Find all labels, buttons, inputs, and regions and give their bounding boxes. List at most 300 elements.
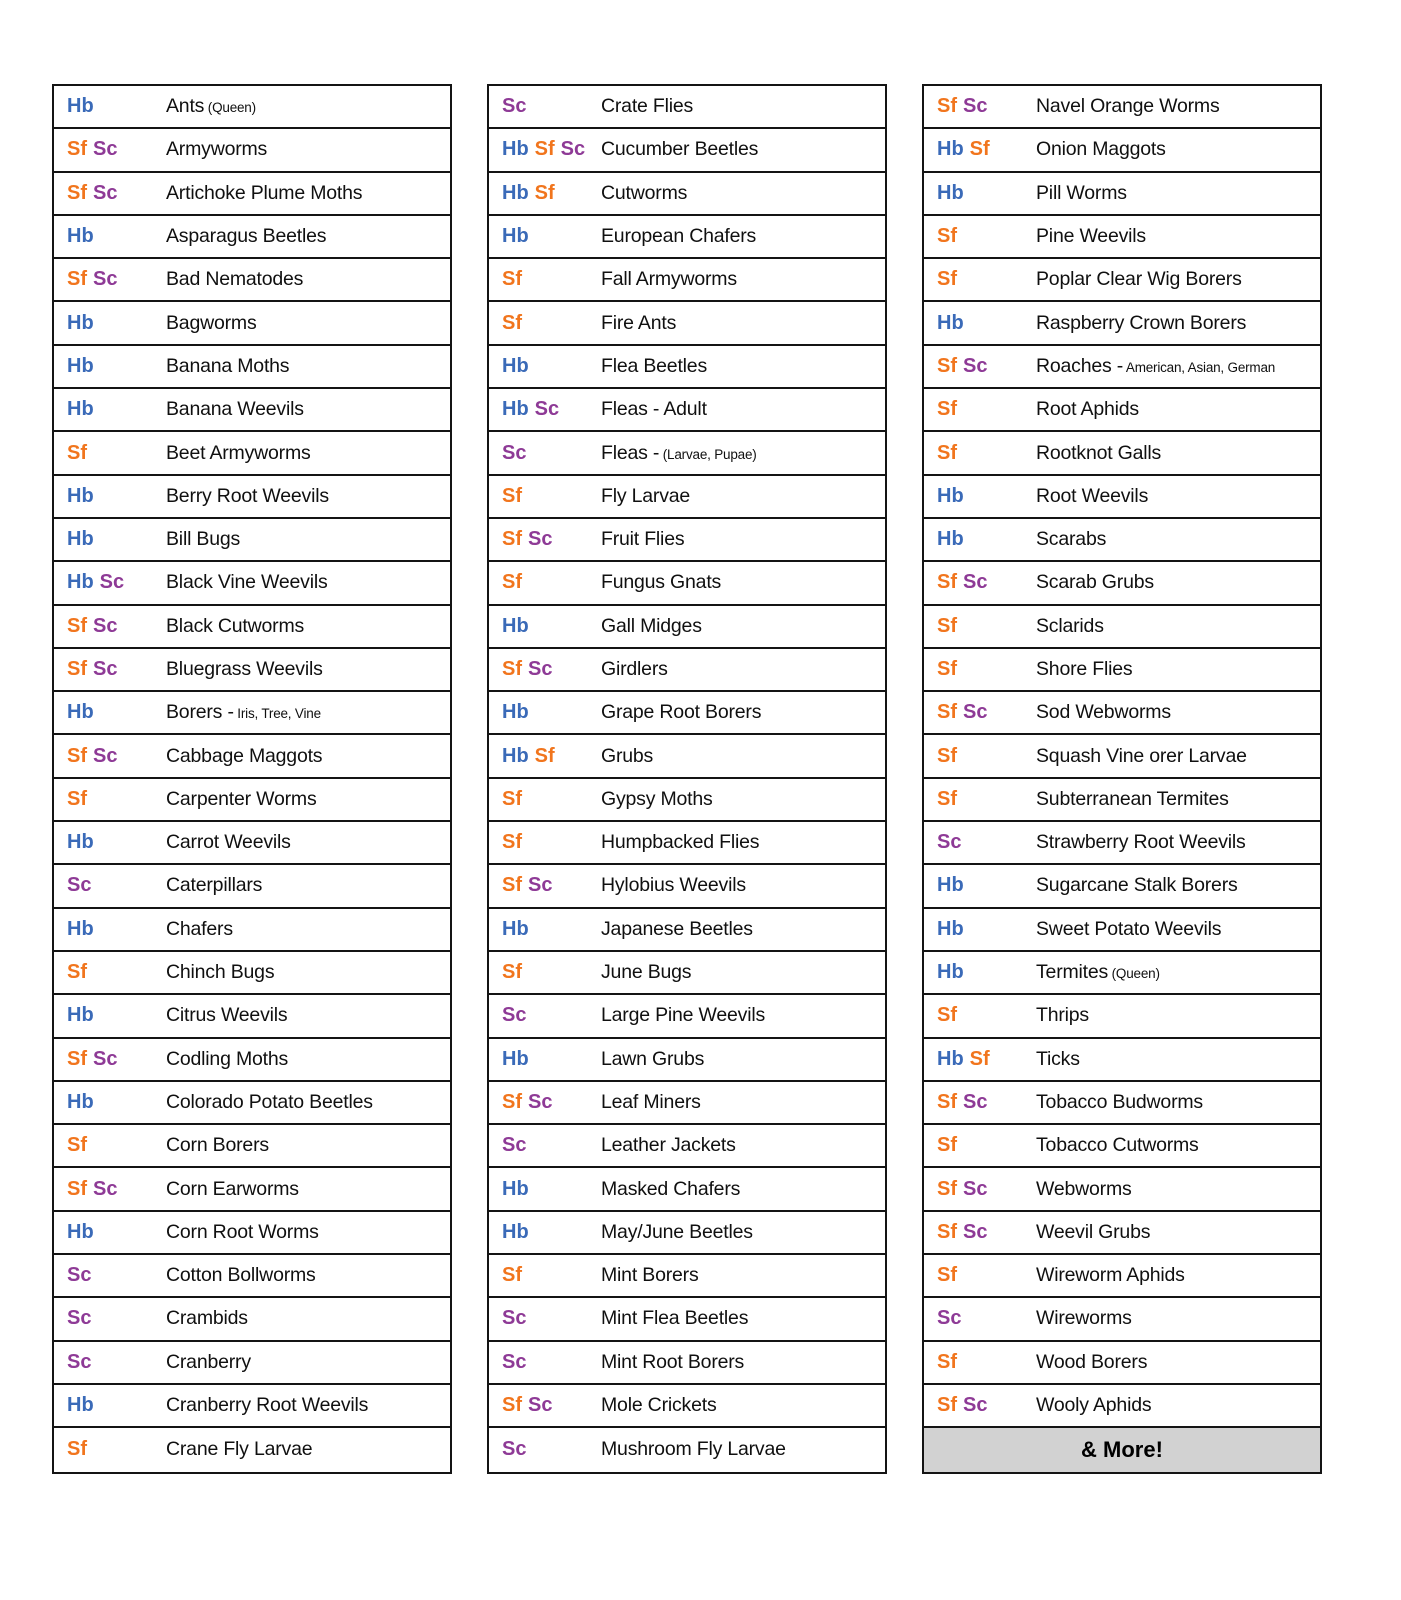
table-row	[54, 995, 450, 1038]
code-sf: Sf	[67, 787, 87, 810]
table-row	[924, 822, 1320, 865]
table-row	[924, 129, 1320, 172]
code-hb: Hb	[502, 744, 529, 767]
nematode-codes	[489, 615, 601, 638]
code-hb: Hb	[67, 571, 94, 594]
code-hb: Hb	[502, 225, 529, 248]
table-row	[54, 1342, 450, 1385]
pest-name: Thrips	[1036, 1004, 1089, 1027]
nematode-codes	[924, 615, 1036, 638]
table-row	[489, 909, 885, 952]
table-row	[489, 259, 885, 302]
pest-name: Banana Weevils	[166, 398, 304, 421]
code-sf: Sf	[937, 571, 957, 594]
pest-name: Scarab Grubs	[1036, 571, 1154, 594]
code-sc: Sc	[93, 658, 118, 680]
code-hb: Hb	[937, 181, 964, 204]
table-row	[54, 302, 450, 345]
nematode-codes	[489, 1394, 601, 1417]
table-row	[54, 822, 450, 865]
pest-name: Mole Crickets	[601, 1394, 717, 1417]
pest-name: Shore Flies	[1036, 658, 1133, 680]
nematode-codes	[54, 182, 166, 205]
table-row	[489, 692, 885, 735]
table-row	[489, 129, 885, 172]
code-sf: Sf	[937, 1220, 957, 1243]
pest-name: Fungus Gnats	[601, 571, 722, 594]
nematode-codes	[489, 355, 601, 378]
pest-name: Raspberry Crown Borers	[1036, 311, 1247, 334]
code-hb: Hb	[67, 1004, 94, 1027]
code-sc: Sc	[528, 528, 553, 551]
table-row	[54, 606, 450, 649]
pest-name: Sugarcane Stalk Borers	[1036, 874, 1238, 897]
code-hb: Hb	[937, 874, 964, 897]
code-sc: Sc	[963, 1090, 988, 1113]
code-sc: Sc	[963, 571, 988, 594]
table-row	[489, 562, 885, 605]
table-row	[924, 259, 1320, 302]
code-sf: Sf	[67, 658, 87, 680]
table-row	[924, 735, 1320, 778]
table-row	[924, 1255, 1320, 1298]
pest-name: Crambids	[166, 1307, 248, 1330]
nematode-codes	[54, 1438, 166, 1461]
nematode-codes	[924, 658, 1036, 681]
code-sc: Sc	[502, 1350, 527, 1373]
code-sf: Sf	[502, 874, 522, 897]
nematode-codes	[54, 1048, 166, 1071]
pest-name: Bill Bugs	[166, 528, 241, 551]
code-sf: Sf	[937, 1090, 957, 1113]
code-sc: Sc	[67, 1350, 92, 1373]
table-row	[489, 995, 885, 1038]
nematode-codes	[924, 874, 1036, 897]
pest-name-suffix: American, Asian, German	[1123, 359, 1276, 375]
pest-name: Corn Root Worms	[166, 1220, 319, 1243]
pest-name-suffix: Iris, Tree, Vine	[233, 706, 321, 722]
code-hb: Hb	[67, 398, 94, 421]
code-sc: Sc	[502, 441, 527, 464]
code-sc: Sc	[67, 1307, 92, 1330]
table-row	[489, 1082, 885, 1125]
nematode-codes	[54, 788, 166, 811]
table-row	[489, 1039, 885, 1082]
table-row	[924, 302, 1320, 345]
nematode-codes	[924, 1178, 1036, 1201]
nematode-codes	[54, 1351, 166, 1374]
nematode-codes	[489, 1134, 601, 1157]
nematode-codes	[924, 1004, 1036, 1027]
code-sf: Sf	[67, 1134, 87, 1157]
code-hb: Hb	[937, 1047, 964, 1070]
table-row	[489, 476, 885, 519]
code-hb: Hb	[67, 701, 94, 724]
nematode-codes	[924, 1091, 1036, 1114]
table-row	[54, 735, 450, 778]
table-row	[489, 86, 885, 129]
code-sc: Sc	[93, 268, 118, 291]
code-hb: Hb	[937, 138, 964, 161]
table-row	[489, 865, 885, 908]
pest-name: Black Cutworms	[166, 614, 305, 637]
pest-name: Subterranean Termites	[1036, 787, 1229, 810]
pest-name: Poplar Clear Wig Borers	[1036, 268, 1242, 291]
table-row	[489, 389, 885, 432]
pest-name: Squash Vine orer Larvae	[1036, 744, 1247, 767]
pest-name: Fleas - Adult	[601, 398, 707, 421]
pest-table	[487, 84, 887, 1474]
nematode-codes	[54, 615, 166, 638]
nematode-codes	[924, 961, 1036, 984]
code-hb: Hb	[502, 181, 529, 204]
pest-name: Mint Flea Beetles	[601, 1307, 749, 1330]
code-hb: Hb	[502, 1220, 529, 1243]
code-hb: Hb	[67, 484, 94, 507]
pest-name: Asparagus Beetles	[166, 225, 327, 248]
more-row	[924, 1428, 1320, 1471]
code-sc: Sc	[963, 354, 988, 377]
code-hb: Hb	[67, 1394, 94, 1417]
table-row	[54, 865, 450, 908]
pest-name: Bad Nematodes	[166, 268, 304, 291]
nematode-codes	[54, 1004, 166, 1027]
table-row	[924, 173, 1320, 216]
nematode-codes	[489, 788, 601, 811]
nematode-codes	[54, 701, 166, 724]
table-row	[924, 432, 1320, 475]
table-row	[54, 259, 450, 302]
code-sf: Sf	[937, 354, 957, 377]
pest-name: Ticks	[1036, 1047, 1080, 1070]
nematode-codes	[924, 95, 1036, 118]
code-sf: Sf	[937, 787, 957, 810]
code-sf: Sf	[937, 225, 957, 248]
table-row	[489, 302, 885, 345]
code-sc: Sc	[67, 1264, 92, 1287]
code-sf: Sf	[937, 744, 957, 767]
table-row	[54, 432, 450, 475]
pest-name: Crane Fly Larvae	[166, 1438, 313, 1461]
pest-name: Cranberry Root Weevils	[166, 1394, 369, 1417]
pest-name: Bluegrass Weevils	[166, 658, 323, 680]
pest-name: Navel Orange Worms	[1036, 95, 1220, 118]
nematode-codes	[924, 138, 1036, 161]
pest-table	[922, 84, 1322, 1474]
code-sf: Sf	[67, 1047, 87, 1070]
code-hb: Hb	[502, 398, 529, 421]
nematode-codes	[924, 1351, 1036, 1374]
table-row	[489, 1342, 885, 1385]
code-sf: Sf	[937, 658, 957, 680]
code-hb: Hb	[502, 138, 529, 161]
code-hb: Hb	[67, 528, 94, 551]
nematode-codes	[489, 398, 601, 421]
pest-name: Root Aphids	[1036, 398, 1139, 421]
code-sf: Sf	[969, 138, 990, 161]
code-hb: Hb	[502, 917, 529, 940]
pest-name: Gypsy Moths	[601, 787, 713, 810]
table-row	[54, 519, 450, 562]
table-row	[924, 389, 1320, 432]
table-row	[489, 779, 885, 822]
nematode-codes	[54, 918, 166, 941]
pest-name: Mint Root Borers	[601, 1350, 745, 1373]
nematode-codes	[54, 442, 166, 465]
nematode-codes	[54, 268, 166, 291]
nematode-codes	[924, 355, 1036, 378]
table-row	[489, 1298, 885, 1341]
code-sf: Sf	[937, 1264, 957, 1287]
pest-name: Wooly Aphids	[1036, 1394, 1152, 1417]
table-row	[489, 1385, 885, 1428]
code-sf: Sf	[937, 1004, 957, 1027]
code-sf: Sf	[502, 268, 522, 291]
code-sf: Sf	[67, 138, 87, 161]
code-sf: Sf	[937, 1177, 957, 1200]
table-row	[924, 346, 1320, 389]
table-row	[54, 1298, 450, 1341]
nematode-codes	[489, 138, 601, 161]
code-sf: Sf	[67, 961, 87, 984]
table-row	[924, 865, 1320, 908]
table-row	[489, 735, 885, 778]
pest-list-sheet	[52, 84, 1322, 1474]
pest-name: May/June Beetles	[601, 1220, 753, 1243]
nematode-codes	[489, 268, 601, 291]
code-sc: Sc	[99, 571, 125, 594]
code-sf: Sf	[502, 484, 522, 507]
table-row	[924, 1212, 1320, 1255]
table-row	[489, 1212, 885, 1255]
pest-name: Cutworms	[601, 181, 688, 204]
nematode-codes	[489, 1307, 601, 1330]
code-sf: Sf	[937, 398, 957, 421]
table-row	[924, 649, 1320, 692]
table-row	[924, 1039, 1320, 1082]
pest-name: Fall Armyworms	[601, 268, 737, 291]
more-label: & More!	[1081, 1436, 1163, 1462]
nematode-codes	[489, 225, 601, 248]
pest-name: Banana Moths	[166, 354, 290, 377]
pest-name: Weevil Grubs	[1036, 1220, 1151, 1243]
code-sc: Sc	[528, 874, 553, 897]
code-sf: Sf	[937, 95, 957, 118]
nematode-codes	[489, 1221, 601, 1244]
code-sf: Sf	[502, 571, 522, 594]
code-sc: Sc	[93, 138, 118, 161]
code-sf: Sf	[502, 528, 522, 551]
table-row	[489, 216, 885, 259]
table-row	[924, 476, 1320, 519]
table-row	[924, 1168, 1320, 1211]
table-row	[924, 519, 1320, 562]
table-row	[489, 173, 885, 216]
table-row	[924, 995, 1320, 1038]
pest-name: Root Weevils	[1036, 484, 1149, 507]
pest-name: Corn Earworms	[166, 1177, 299, 1200]
code-sc: Sc	[502, 1004, 527, 1027]
nematode-codes	[924, 1048, 1036, 1071]
nematode-codes	[489, 485, 601, 508]
code-sf: Sf	[937, 614, 957, 637]
nematode-codes	[924, 1307, 1036, 1330]
code-hb: Hb	[67, 831, 94, 854]
table-row	[54, 1039, 450, 1082]
table-row	[924, 1082, 1320, 1125]
code-sc: Sc	[963, 1394, 988, 1417]
code-sc: Sc	[502, 1438, 527, 1461]
nematode-codes	[489, 182, 601, 205]
pest-name: Bagworms	[166, 311, 257, 334]
nematode-codes	[489, 918, 601, 941]
code-sc: Sc	[963, 1177, 988, 1200]
pest-name-suffix: (Queen)	[1108, 966, 1160, 982]
pest-name: Gall Midges	[601, 614, 702, 637]
code-hb: Hb	[937, 311, 964, 334]
pest-name: Corn Borers	[166, 1134, 269, 1157]
nematode-codes	[489, 442, 601, 465]
code-sf: Sf	[502, 787, 522, 810]
nematode-codes	[489, 95, 601, 118]
pest-name: Fleas - (Larvae, Pupae)	[601, 441, 757, 464]
nematode-codes	[54, 1394, 166, 1417]
code-hb: Hb	[502, 614, 529, 637]
code-hb: Hb	[937, 917, 964, 940]
nematode-codes	[489, 961, 601, 984]
nematode-codes	[924, 1134, 1036, 1157]
nematode-codes	[489, 571, 601, 594]
table-row	[489, 649, 885, 692]
nematode-codes	[54, 1091, 166, 1114]
pest-name: Cucumber Beetles	[601, 138, 759, 161]
code-hb: Hb	[937, 484, 964, 507]
table-row	[54, 692, 450, 735]
table-row	[54, 86, 450, 129]
nematode-codes	[924, 225, 1036, 248]
code-sf: Sf	[67, 268, 87, 291]
table-row	[54, 1428, 450, 1471]
pest-name: Termites (Queen)	[1036, 961, 1160, 984]
code-sc: Sc	[560, 138, 586, 161]
code-sf: Sf	[534, 744, 555, 767]
nematode-codes	[924, 182, 1036, 205]
nematode-codes	[54, 138, 166, 161]
nematode-codes	[924, 1264, 1036, 1287]
code-hb: Hb	[67, 1090, 94, 1113]
pest-name: Codling Moths	[166, 1047, 289, 1070]
code-sc: Sc	[963, 701, 988, 724]
pest-name: Chinch Bugs	[166, 961, 275, 984]
nematode-codes	[924, 788, 1036, 811]
nematode-codes	[489, 1351, 601, 1374]
table-row	[489, 1168, 885, 1211]
pest-table	[52, 84, 452, 1474]
code-sf: Sf	[502, 961, 522, 984]
code-sc: Sc	[67, 874, 92, 897]
table-row	[54, 649, 450, 692]
nematode-codes	[54, 1134, 166, 1157]
nematode-codes	[924, 485, 1036, 508]
pest-name: Roaches - American, Asian, German	[1036, 354, 1276, 377]
nematode-codes	[489, 658, 601, 681]
table-row	[489, 1255, 885, 1298]
table-row	[924, 1125, 1320, 1168]
nematode-codes	[489, 528, 601, 551]
nematode-codes	[489, 874, 601, 897]
pest-name: Grubs	[601, 744, 654, 767]
code-sc: Sc	[534, 398, 560, 421]
pest-name: Citrus Weevils	[166, 1004, 288, 1027]
table-row	[54, 1168, 450, 1211]
table-row	[54, 562, 450, 605]
table-row	[489, 519, 885, 562]
table-row	[54, 1385, 450, 1428]
pest-name: Pine Weevils	[1036, 225, 1146, 248]
nematode-codes	[924, 701, 1036, 724]
pest-name: Flea Beetles	[601, 354, 707, 377]
table-row	[924, 1342, 1320, 1385]
pest-name: Wireworm Aphids	[1036, 1264, 1185, 1287]
pest-name: Webworms	[1036, 1177, 1132, 1200]
table-row	[54, 476, 450, 519]
code-hb: Hb	[937, 528, 964, 551]
pest-name: Beet Armyworms	[166, 441, 311, 464]
table-row	[54, 1212, 450, 1255]
table-row	[54, 909, 450, 952]
code-sf: Sf	[937, 1350, 957, 1373]
table-row	[924, 606, 1320, 649]
nematode-codes	[924, 442, 1036, 465]
nematode-codes	[924, 312, 1036, 335]
table-row	[924, 909, 1320, 952]
code-sc: Sc	[502, 1307, 527, 1330]
nematode-codes	[54, 831, 166, 854]
code-sf: Sf	[937, 268, 957, 291]
pest-name: Wood Borers	[1036, 1350, 1148, 1373]
pest-name: Humpbacked Flies	[601, 831, 760, 854]
nematode-codes	[54, 1264, 166, 1287]
code-sc: Sc	[93, 181, 118, 204]
code-sf: Sf	[502, 1394, 522, 1417]
table-row	[924, 692, 1320, 735]
pest-name: Chafers	[166, 917, 233, 940]
nematode-codes	[489, 1048, 601, 1071]
pest-name: Mushroom Fly Larvae	[601, 1438, 786, 1461]
code-sc: Sc	[963, 1220, 988, 1243]
pest-name: European Chafers	[601, 225, 757, 248]
code-sc: Sc	[528, 658, 553, 680]
code-sf: Sf	[969, 1047, 990, 1070]
code-hb: Hb	[502, 1047, 529, 1070]
code-hb: Hb	[502, 701, 529, 724]
code-sf: Sf	[937, 1134, 957, 1157]
code-sf: Sf	[67, 744, 87, 767]
table-row	[54, 1125, 450, 1168]
pest-name-suffix: (Queen)	[204, 100, 256, 116]
nematode-codes	[489, 831, 601, 854]
pest-name: Girdlers	[601, 658, 668, 680]
table-row	[924, 1385, 1320, 1428]
pest-name-suffix: (Larvae, Pupae)	[659, 446, 757, 462]
pest-name: Fire Ants	[601, 311, 677, 334]
nematode-codes	[489, 1264, 601, 1287]
nematode-codes	[54, 485, 166, 508]
nematode-codes	[924, 571, 1036, 594]
table-row	[489, 432, 885, 475]
pest-name: Scarabs	[1036, 528, 1107, 551]
code-hb: Hb	[502, 1177, 529, 1200]
